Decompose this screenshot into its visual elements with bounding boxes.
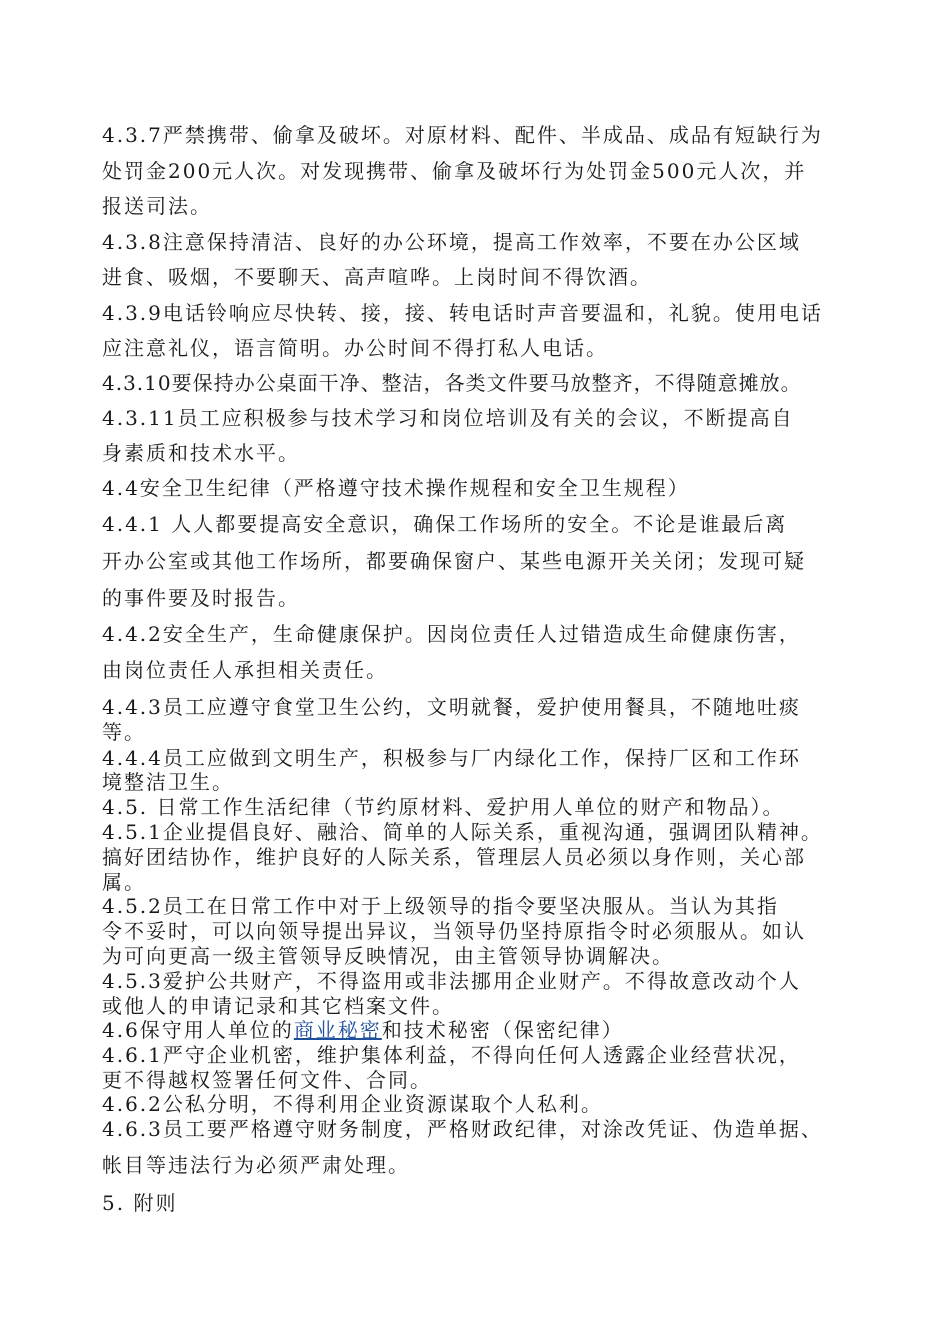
para-4-4-1-line-1: 4.4.1 人人都要提高安全意识，确保工作场所的安全。不论是谁最后离 [102, 512, 788, 536]
para-4-4-2-line-2: 由岗位责任人承担相关责任。 [102, 658, 388, 682]
para-4-4-4-line-2: 境整洁卫生。 [102, 770, 234, 794]
para-4-5-3-line-2: 或他人的申请记录和其它档案文件。 [102, 994, 454, 1018]
para-4-5-1-line-3: 属。 [102, 870, 146, 894]
para-4-4-4-line-1: 4.4.4员工应做到文明生产，积极参与厂内绿化工作，保持厂区和工作环 [102, 746, 801, 770]
section-4-4-heading: 4.4安全卫生纪律（严格遵守技术操作规程和安全卫生规程） [102, 476, 690, 500]
para-4-4-3-line-1: 4.4.3员工应遵守食堂卫生公约，文明就餐，爱护使用餐具，不随地吐痰 [102, 695, 801, 719]
trade-secret-link[interactable]: 商业秘密 [293, 1018, 382, 1042]
para-4-3-8-line-2: 进食、吸烟，不要聊天、高声喧哗。上岗时间不得饮酒。 [102, 265, 652, 289]
para-4-3-9-line-2: 应注意礼仪，语言简明。办公时间不得打私人电话。 [102, 336, 608, 360]
section-4-6-heading-pre: 4.6保守用人单位的 [102, 1018, 294, 1042]
para-4-5-1-line-1: 4.5.1企业提倡良好、融洽、简单的人际关系，重视沟通，强调团队精神。 [102, 820, 823, 844]
para-4-5-1-line-2: 搞好团结协作，维护良好的人际关系，管理层人员必须以身作则，关心部 [102, 845, 806, 869]
para-4-5-3-line-1: 4.5.3爱护公共财产，不得盗用或非法挪用企业财产。不得故意改动个人 [102, 969, 801, 993]
section-4-6-heading [102, 1016, 624, 1044]
para-4-3-11-line-2: 身素质和技术水平。 [102, 441, 300, 465]
para-4-3-7-line-2: 处罚金200元人次。对发现携带、偷拿及破坏行为处罚金500元人次，并 [102, 159, 807, 183]
para-4-6-3-line-2: 帐目等违法行为必须严肃处理。 [102, 1153, 410, 1177]
para-4-6-1-line-2: 更不得越权签署任何文件、合同。 [102, 1068, 432, 1092]
para-4-6-3-line-1: 4.6.3员工要严格遵守财务制度，严格财政纪律，对涂改凭证、伪造单据、 [102, 1117, 823, 1141]
para-4-4-3-line-2: 等。 [102, 720, 146, 744]
para-4-3-8-line-1: 4.3.8注意保持清洁、良好的办公环境，提高工作效率，不要在办公区域 [102, 230, 801, 254]
para-4-4-1-line-3: 的事件要及时报告。 [102, 586, 300, 610]
para-4-3-7-line-3: 报送司法。 [102, 194, 212, 218]
para-4-3-7-line-1: 4.3.7严禁携带、偷拿及破坏。对原材料、配件、半成品、成品有短缺行为 [102, 123, 823, 147]
section-4-5-heading: 4.5. 日常工作生活纪律（节约原材料、爱护用人单位的财产和物品）。 [102, 795, 785, 819]
para-4-3-10-line-1: 4.3.10要保持办公桌面干净、整洁，各类文件要马放整齐，不得随意摊放。 [102, 371, 802, 395]
para-4-5-2-line-1: 4.5.2员工在日常工作中对于上级领导的指令要坚决服从。当认为其指 [102, 894, 779, 918]
para-4-5-2-line-2: 令不妥时，可以向领导提出异议，当领导仍坚持原指令时必须服从。如认 [102, 919, 806, 943]
para-4-6-1-line-1: 4.6.1严守企业机密，维护集体利益，不得向任何人透露企业经营状况， [102, 1043, 801, 1067]
section-4-6-heading-post: 和技术秘密（保密纪律） [381, 1018, 624, 1042]
para-4-3-11-line-1: 4.3.11员工应积极参与技术学习和岗位培训及有关的会议，不断提高自 [102, 406, 794, 430]
para-4-3-9-line-1: 4.3.9电话铃响应尽快转、接，接、转电话时声音要温和，礼貌。使用电话 [102, 301, 823, 325]
para-4-5-2-line-3: 为可向更高一级主管领导反映情况，由主管领导协调解决。 [102, 944, 674, 968]
para-4-6-2-line-1: 4.6.2公私分明，不得利用企业资源谋取个人私利。 [102, 1092, 603, 1116]
para-4-4-2-line-1: 4.4.2安全生产，生命健康保护。因岗位责任人过错造成生命健康伤害， [102, 622, 801, 646]
section-5-heading: 5. 附则 [102, 1191, 178, 1215]
para-4-4-1-line-2: 开办公室或其他工作场所，都要确保窗户、某些电源开关关闭；发现可疑 [102, 549, 806, 573]
